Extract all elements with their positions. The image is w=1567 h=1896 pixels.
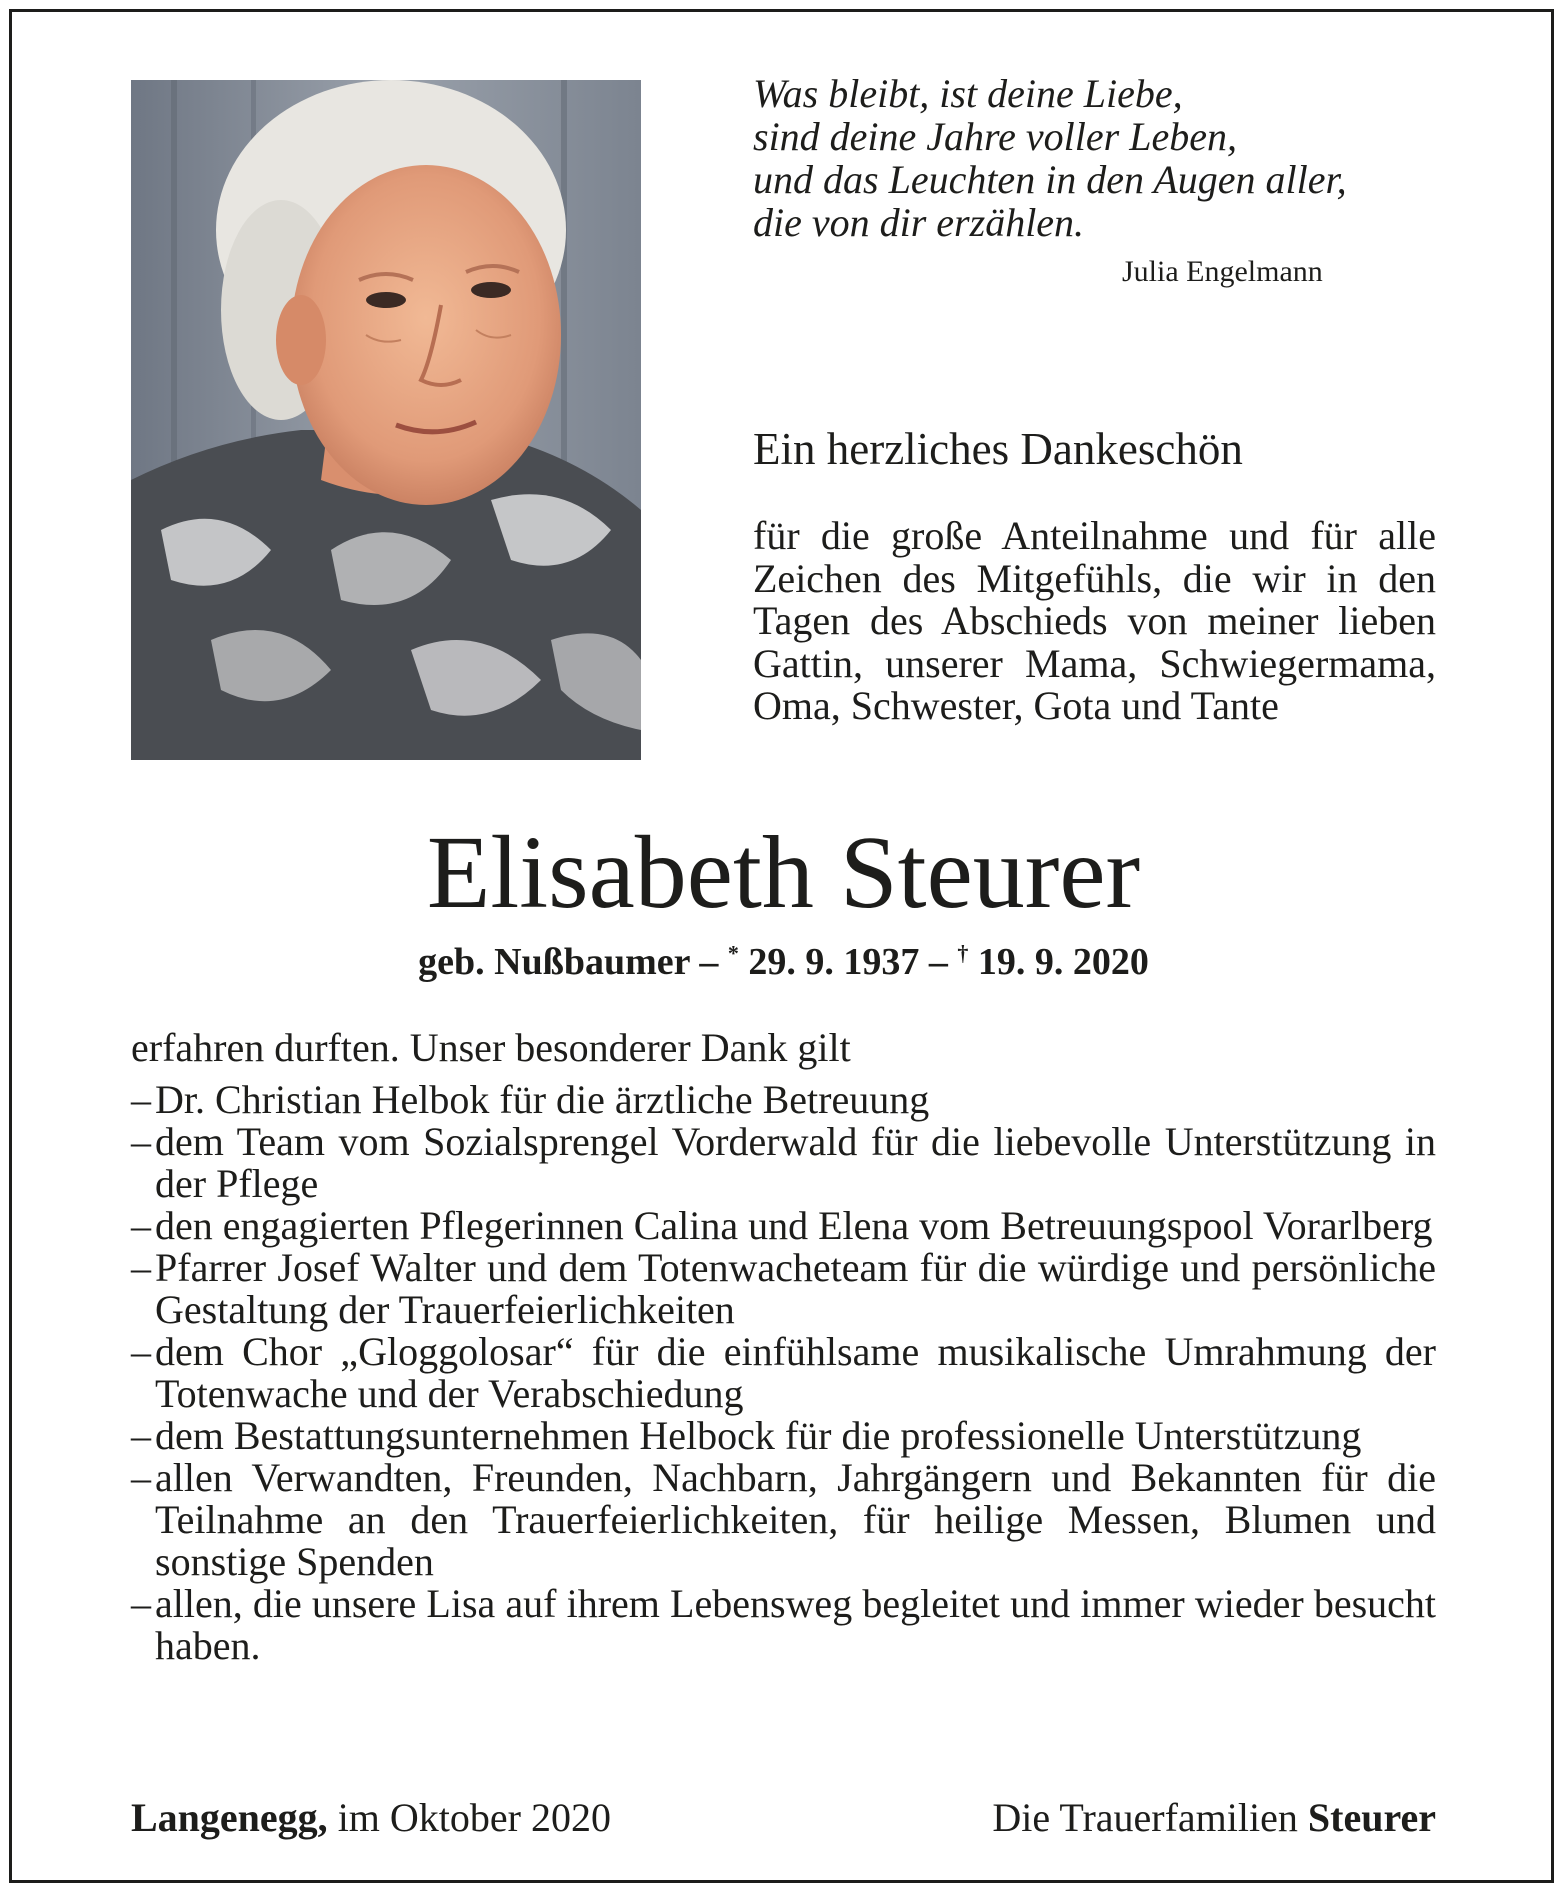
portrait-illustration [131,80,641,760]
list-item-text: dem Bestattungsunternehmen Helbock für die professionelle Unterstützung [155,1413,1362,1458]
death-symbol: † [957,940,969,966]
maiden-name: geb. Nußbaumer [418,941,690,983]
list-item [131,1205,1436,1247]
list-item [131,1121,1436,1205]
place-and-date [131,1794,611,1841]
poem-author: Julia Engelmann [1122,255,1323,288]
born-symbol: * [727,940,739,966]
dash-bullet: – [131,1119,151,1164]
list-item-text: Pfarrer Josef Walter und dem Totenwacheteam für die würdige und persönliche Gestaltung der Trauerfeierlichkeiten [155,1245,1436,1332]
poem-line: und das Leuchten in den Augen aller, [753,157,1347,202]
portrait-photo [131,80,641,760]
poem [753,72,1453,244]
family-prefix: Die Trauerfamilien [992,1795,1308,1840]
poem-line: sind deine Jahre voller Leben, [753,114,1237,159]
acknowledgements [131,1027,1436,1667]
birth-date: 29. 9. 1937 [748,941,920,983]
thanks-heading: Ein herzliches Dankeschön [753,424,1243,474]
list-item-text: dem Team vom Sozialsprengel Vorderwald für die liebevolle Unterstützung in der Pflege [155,1119,1436,1206]
list-item [131,1583,1436,1667]
life-dates: geb. Nußbaumer – * 29. 9. 1937 – † 19. 9. 2020 [418,940,1149,983]
dash-bullet: – [131,1329,151,1374]
poem-line: Was bleibt, ist deine Liebe, [753,71,1183,116]
dash-bullet: – [131,1203,151,1248]
list-item [131,1079,1436,1121]
list-item [131,1247,1436,1331]
list-item [131,1415,1436,1457]
death-date: 19. 9. 2020 [977,941,1149,983]
poem-line: die von dir erzählen. [753,200,1085,245]
acknowledgements-list [131,1079,1436,1667]
dash-bullet: – [131,1077,151,1122]
dash-bullet: – [131,1245,151,1290]
list-item [131,1457,1436,1583]
date: im Oktober 2020 [327,1795,611,1840]
thanks-text: für die große Anteilnahme und für alle Zeichen des Mitgefühls, die wir in den Tagen des Abschieds von meiner lieben Gattin, unserer Mama, Schwiegermama, Oma, Schwester, Gota und Tante [753,513,1436,728]
place: Langenegg, [131,1795,328,1840]
acknowledgements-intro: erfahren durften. Unser besonderer Dank gilt [131,1025,851,1070]
list-item-text: allen, die unsere Lisa auf ihrem Lebensweg begleitet und immer wieder besucht haben. [155,1581,1436,1668]
list-item [131,1331,1436,1415]
family-signature [992,1794,1436,1841]
dash-bullet: – [131,1413,151,1458]
list-item-text: den engagierten Pflegerinnen Calina und Elena vom Betreuungspool Vorarlberg [155,1203,1433,1248]
list-item-text: dem Chor „Gloggolosar“ für die einfühlsame musikalische Umrahmung der Totenwache und der Verabschiedung [155,1329,1436,1416]
dash-bullet: – [131,1455,151,1500]
family-name: Steurer [1307,1795,1436,1840]
dash-bullet: – [131,1581,151,1626]
list-item-text: allen Verwandten, Freunden, Nachbarn, Jahrgängern und Bekannten für die Teilnahme an den Trauerfeierlichkeiten, für heilige Messen, Blumen und sonstige Spenden [155,1455,1436,1584]
list-item-text: Dr. Christian Helbok für die ärztliche Betreuung [155,1077,930,1122]
deceased-name: Elisabeth Steurer [426,815,1141,930]
